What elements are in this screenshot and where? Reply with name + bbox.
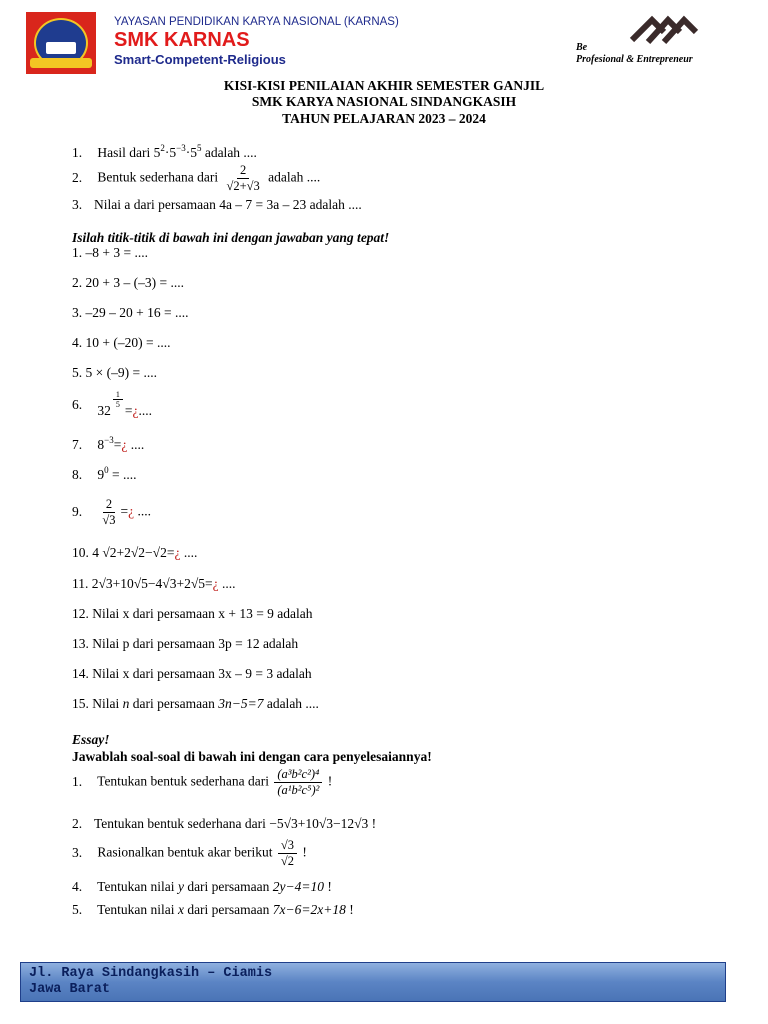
school-name: SMK KARNAS bbox=[114, 29, 250, 51]
school-logo bbox=[26, 12, 96, 74]
question-a1: 1. Hasil dari $5^2\cdot 5^{-3}\cdot 5^5$ adalah .... bbox=[72, 143, 257, 160]
section-fill-heading: Isilah titik-titik di bawah ini dengan jawaban yang tepat! bbox=[72, 230, 390, 245]
question-b15: 15. Nilai n dari persamaan 3n−5=7 adalah .... bbox=[72, 696, 319, 711]
essay-q2: 2. Tentukan bentuk sederhana dari −5√3+10√3−12√3 ! bbox=[72, 816, 377, 831]
essay-q1: 1. Tentukan bentuk sederhana dari $\frac{\text{(a³b²c²)⁴}}{\text{(a¹b²c⁵)²}}$ ! bbox=[72, 767, 333, 797]
question-b12: 12. Nilai x dari persamaan x + 13 = 9 adalah bbox=[72, 606, 313, 621]
question-b1: 1. –8 + 3 = .... bbox=[72, 245, 148, 260]
doc-title-3: TAHUN PELAJARAN 2023 – 2024 bbox=[282, 111, 486, 126]
essay-q4: 4. Tentukan nilai y dari persamaan 2y−4=10 ! bbox=[72, 879, 332, 894]
question-b6: 6. 32 $\frac{1}{5}$ =¿.... bbox=[72, 390, 152, 418]
foundation-name: YAYASAN PENDIDIKAN KARYA NASIONAL (KARNAS) bbox=[114, 16, 399, 28]
question-b14: 14. Nilai x dari persamaan 3x – 9 = 3 adalah bbox=[72, 666, 312, 681]
question-b2: 2. 20 + 3 – (–3) = .... bbox=[72, 275, 184, 290]
question-b9: 9. $\frac{2}{√3}$ =¿ .... bbox=[72, 497, 151, 527]
school-tagline: Smart-Competent-Religious bbox=[114, 52, 286, 67]
footer-address-bar bbox=[20, 962, 726, 1002]
essay-q5: 5. Tentukan nilai x dari persamaan 7x−6=2x+18 ! bbox=[72, 902, 354, 917]
essay-instruction: Jawablah soal-soal di bawah ini dengan cara penyelesaiannya! bbox=[72, 749, 432, 764]
essay-heading: Essay! bbox=[72, 732, 110, 747]
doc-title-2: SMK KARYA NASIONAL SINDANGKASIH bbox=[251, 94, 517, 109]
right-logo bbox=[574, 12, 724, 70]
question-b10: 10. 4 √2+2√2−√2=¿ .... bbox=[72, 545, 198, 560]
essay-q3: 3. Rasionalkan bentuk akar berikut $\frac{√3}{√2}$ ! bbox=[72, 838, 307, 868]
footer-address-line1: Jl. Raya Sindangkasih – Ciamis bbox=[29, 966, 273, 981]
right-logo-line1: Be bbox=[576, 42, 588, 53]
question-b7: 7. $8^{-3}=¿$ .... bbox=[72, 435, 145, 452]
question-b11: 11. 2√3+10√5−4√3+2√5=¿ .... bbox=[72, 576, 236, 591]
question-b3: 3. –29 – 20 + 16 = .... bbox=[72, 305, 189, 320]
question-b13: 13. Nilai p dari persamaan 3p = 12 adalah bbox=[72, 636, 299, 651]
question-b4: 4. 10 + (–20) = .... bbox=[72, 335, 171, 350]
doc-title-1: KISI-KISI PENILAIAN AKHIR SEMESTER GANJIL bbox=[223, 78, 545, 93]
right-logo-line2: Profesional & Entrepreneur bbox=[576, 54, 693, 65]
question-a2: 2. Bentuk sederhana dari $\frac{2}{√2+√3}$ adalah .... bbox=[72, 163, 321, 193]
question-b8: 8. $9^0$ = .... bbox=[72, 465, 137, 482]
footer-address-line2: Jawa Barat bbox=[29, 982, 111, 997]
question-a3: 3. Nilai a dari persamaan 4a – 7 = 3a – 23 adalah .... bbox=[72, 197, 362, 212]
question-b5: 5. 5 × (–9) = .... bbox=[72, 365, 157, 380]
